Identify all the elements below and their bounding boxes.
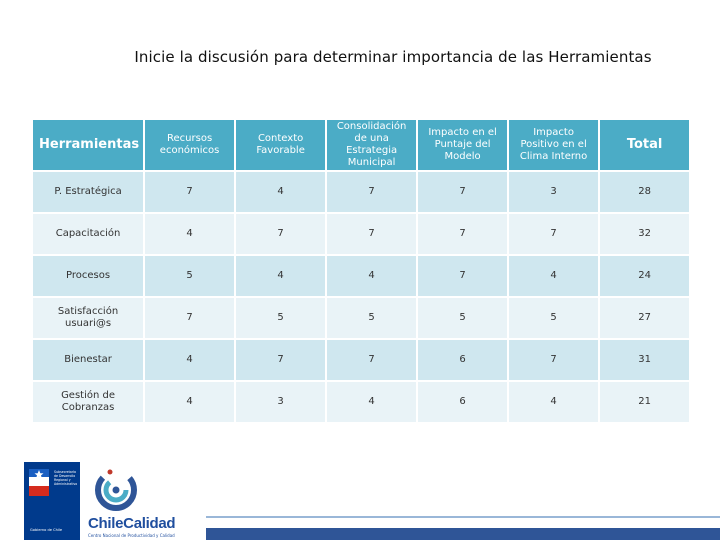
government-name: Gobierno de Chile xyxy=(30,528,63,532)
total-cell: 32 xyxy=(600,214,689,254)
row-name: P. Estratégica xyxy=(33,172,143,212)
footer-bar xyxy=(206,528,720,540)
table-cell: 7 xyxy=(418,172,507,212)
table-row xyxy=(33,256,689,296)
table-cell: 7 xyxy=(145,298,234,338)
header-herramientas: Herramientas xyxy=(33,120,143,170)
row-name: Bienestar xyxy=(33,340,143,380)
table-header-row xyxy=(33,120,689,170)
row-name: Capacitación xyxy=(33,214,143,254)
brand-subtitle: Centro Nacional de Productividad y Calidad xyxy=(88,533,175,538)
table-row xyxy=(33,172,689,212)
total-cell: 24 xyxy=(600,256,689,296)
table-cell: 4 xyxy=(327,382,416,422)
table-cell: 7 xyxy=(236,214,325,254)
table-row xyxy=(33,340,689,380)
table-cell: 5 xyxy=(145,256,234,296)
table-cell: 4 xyxy=(509,256,598,296)
agency-name: Subsecretaría de Desarrollo Regional y Administrativo xyxy=(54,470,78,486)
total-cell: 21 xyxy=(600,382,689,422)
table-cell: 4 xyxy=(145,340,234,380)
table-cell: 7 xyxy=(145,172,234,212)
table-cell: 3 xyxy=(509,172,598,212)
government-logo xyxy=(24,462,80,540)
table-cell: 7 xyxy=(327,172,416,212)
header-total: Total xyxy=(600,120,689,170)
row-name: Gestión de Cobranzas xyxy=(33,382,143,422)
table-cell: 5 xyxy=(418,298,507,338)
header-impacto-clima: Impacto Positivo en el Clima Interno xyxy=(509,120,598,170)
table-cell: 4 xyxy=(327,256,416,296)
total-cell: 31 xyxy=(600,340,689,380)
header-recursos: Recursos económicos xyxy=(145,120,234,170)
table-cell: 7 xyxy=(509,340,598,380)
table-cell: 5 xyxy=(509,298,598,338)
footer-divider xyxy=(206,516,720,518)
header-impacto-puntaje: Impacto en el Puntaje del Modelo xyxy=(418,120,507,170)
table-row xyxy=(33,382,689,422)
brand-name: ChileCalidad xyxy=(88,515,176,532)
row-name: Procesos xyxy=(33,256,143,296)
total-cell: 27 xyxy=(600,298,689,338)
table-cell: 3 xyxy=(236,382,325,422)
header-consolidacion: Consolidación de una Estrategia Municipal xyxy=(327,120,416,170)
header-contexto: Contexto Favorable xyxy=(236,120,325,170)
table-cell: 7 xyxy=(236,340,325,380)
total-cell: 28 xyxy=(600,172,689,212)
table-cell: 7 xyxy=(509,214,598,254)
table-cell: 4 xyxy=(236,256,325,296)
table-cell: 6 xyxy=(418,340,507,380)
table-cell: 4 xyxy=(236,172,325,212)
table-row xyxy=(33,214,689,254)
table-cell: 5 xyxy=(327,298,416,338)
table-cell: 4 xyxy=(145,214,234,254)
table-row xyxy=(33,298,689,338)
table-cell: 4 xyxy=(509,382,598,422)
table-cell: 5 xyxy=(236,298,325,338)
table-cell: 6 xyxy=(418,382,507,422)
table-cell: 7 xyxy=(418,256,507,296)
row-name: Satisfacción usuari@s xyxy=(33,298,143,338)
slide-title: Inicie la discusión para determinar importancia de las Herramientas xyxy=(134,48,652,66)
table-cell: 7 xyxy=(327,340,416,380)
chile-shield-icon xyxy=(28,468,50,498)
table-cell: 4 xyxy=(145,382,234,422)
tools-table xyxy=(31,118,691,424)
table-cell: 7 xyxy=(418,214,507,254)
table-cell: 7 xyxy=(327,214,416,254)
